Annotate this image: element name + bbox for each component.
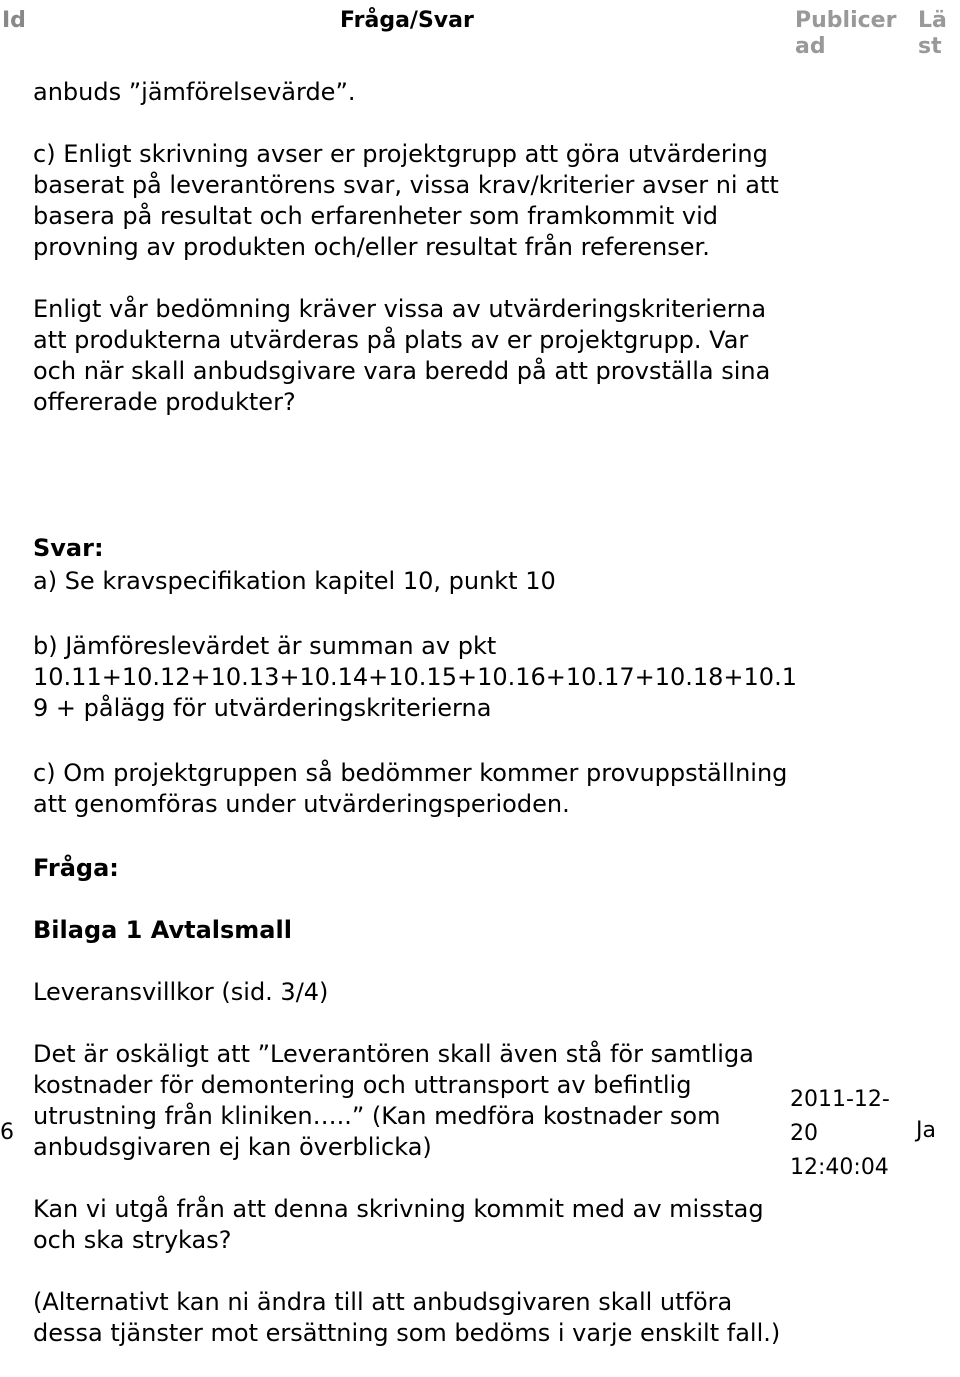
published-time: 12:40:04	[790, 1155, 889, 1180]
question-heading: Bilaga 1 Avtalsmall	[33, 916, 292, 944]
question-paragraph: (Alternativt kan ni ändra till att anbudsgivaren skall utföra dessa tjänster mot ersättning som bedöms i varje enskilt fall.)	[33, 1288, 781, 1347]
question-part-c: c) Enligt skrivning avser er projektgrupp att göra utvärdering baserat på leverantörens svar, vissa krav/kriterier avser ni att basera på resultat och erfarenheter som framkommit vid provning av produkten och/eller resultat från referenser.	[33, 140, 787, 261]
question-subheading: Leveransvillkor (sid. 3/4)	[33, 978, 329, 1006]
question-paragraph: Kan vi utgå från att denna skrivning kommit med av misstag och ska strykas?	[33, 1195, 772, 1254]
column-header-question-answer: Fråga/Svar	[340, 8, 474, 33]
answer-b-line2: 10.11+10.12+10.13+10.14+10.15+10.16+10.17+10.18+10.1	[33, 663, 797, 691]
answer-c: c) Om projektgruppen så bedömmer kommer provuppställning att genomföras under utvärderingsperioden.	[33, 759, 796, 818]
column-header-published: Publicerad	[795, 8, 897, 59]
answer-label: Svar:	[33, 534, 104, 562]
question-label: Fråga:	[33, 854, 119, 882]
row-id: 6	[0, 1120, 14, 1145]
answer-a: a) Se kravspecifikation kapitel 10, punkt 10	[33, 567, 556, 595]
published-date: 2011-12-20	[790, 1087, 890, 1146]
next-question-block	[33, 853, 793, 1349]
question-assessment: Enligt vår bedömning kräver vissa av utvärderingskriterierna att produkterna utvärderas på plats av er projektgrupp. Var och när skall anbudsgivare vara beredd på att provställa sina offererade produkter?	[33, 295, 778, 416]
column-header-read: Läst	[918, 8, 947, 59]
question-text-line: anbuds ”jämförelsevärde”.	[33, 78, 356, 106]
read-status: Ja	[916, 1118, 936, 1143]
answer-b-line1: b) Jämföreslevärdet är summan av pkt	[33, 632, 497, 660]
column-header-id: Id	[2, 8, 26, 33]
published-timestamp	[790, 1083, 905, 1185]
question-continuation	[33, 77, 793, 418]
question-paragraph: Det är oskäligt att ”Leverantören skall även stå för samtliga kostnader för demontering och uttransport av befintlig utrustning från kliniken…..” (Kan medföra kostnader som anbudsgivaren ej kan överblicka)	[33, 1040, 762, 1161]
answer-b-line3: 9 + pålägg för utvärderingskriterierna	[33, 694, 492, 722]
answer-block	[33, 533, 797, 820]
